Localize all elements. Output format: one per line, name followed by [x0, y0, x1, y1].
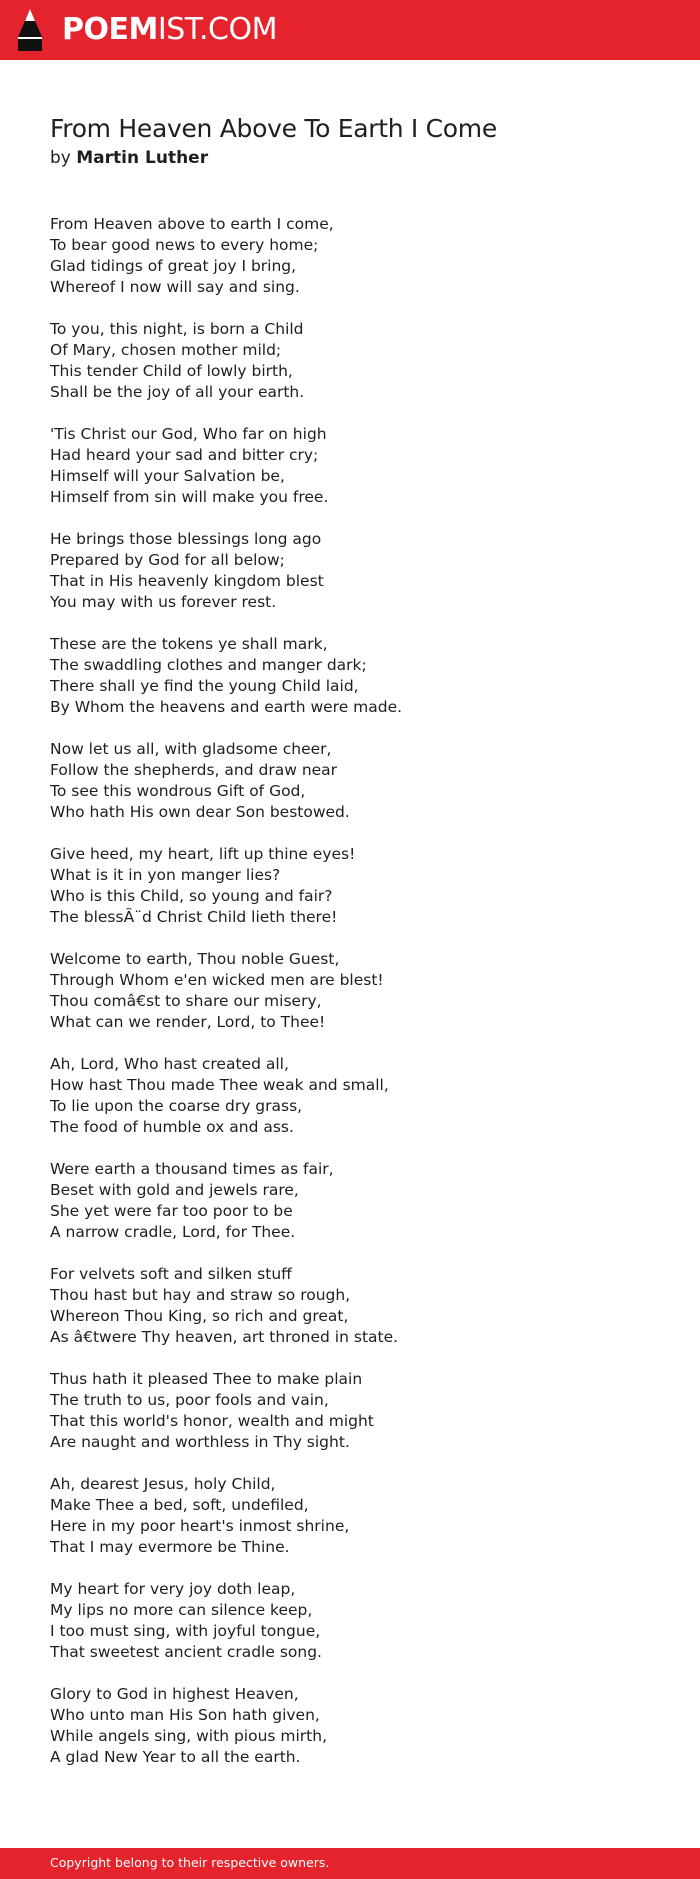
poem-line: I too must sing, with joyful tongue,: [50, 1622, 321, 1640]
poem-line: For velvets soft and silken stuff: [50, 1265, 292, 1283]
stanza: [50, 529, 670, 613]
poem-line: To bear good news to every home;: [50, 236, 319, 254]
poem-line: This tender Child of lowly birth,: [50, 362, 293, 380]
poem-content: [50, 112, 670, 1789]
poem-line: Prepared by God for all below;: [50, 551, 285, 569]
stanza: [50, 214, 670, 298]
poem-line: Of Mary, chosen mother mild;: [50, 341, 282, 359]
poem-line: To see this wondrous Gift of God,: [50, 782, 306, 800]
poem-line: My heart for very joy doth leap,: [50, 1580, 296, 1598]
poem-line: Were earth a thousand times as fair,: [50, 1160, 334, 1178]
poem-line: That I may evermore be Thine.: [50, 1538, 290, 1556]
poem-line: 'Tis Christ our God, Who far on high: [50, 425, 327, 443]
poem-line: How hast Thou made Thee weak and small,: [50, 1076, 389, 1094]
poem-line: You may with us forever rest.: [50, 593, 277, 611]
poem-line: Had heard your sad and bitter cry;: [50, 446, 319, 464]
poem-line: A glad New Year to all the earth.: [50, 1748, 301, 1766]
stanza: [50, 844, 670, 928]
stanza: [50, 949, 670, 1033]
poem-line: That this world's honor, wealth and might: [50, 1412, 374, 1430]
poem-line: Welcome to earth, Thou noble Guest,: [50, 950, 340, 968]
poem-line: That in His heavenly kingdom blest: [50, 572, 324, 590]
by-label: by: [50, 148, 71, 168]
poem-line: Ah, dearest Jesus, holy Child,: [50, 1475, 276, 1493]
pencil-icon[interactable]: [18, 9, 42, 51]
poem-line: That sweetest ancient cradle song.: [50, 1643, 322, 1661]
stanza: [50, 1579, 670, 1663]
poem-line: Are naught and worthless in Thy sight.: [50, 1433, 350, 1451]
stanza: [50, 1474, 670, 1558]
poem-line: To you, this night, is born a Child: [50, 320, 304, 338]
poem-line: As â€twere Thy heaven, art throned in state.: [50, 1328, 399, 1346]
poem-line: Himself will your Salvation be,: [50, 467, 285, 485]
poem-line: Ah, Lord, Who hast created all,: [50, 1055, 289, 1073]
poem-line: What can we render, Lord, to Thee!: [50, 1013, 326, 1031]
poem-line: My lips no more can silence keep,: [50, 1601, 313, 1619]
stanza: [50, 1369, 670, 1453]
byline: [50, 146, 670, 170]
stanza: [50, 634, 670, 718]
poem-title: From Heaven Above To Earth I Come: [50, 114, 497, 143]
poem-line: Beset with gold and jewels rare,: [50, 1181, 299, 1199]
stanza: [50, 1264, 670, 1348]
poem-line: Through Whom e'en wicked men are blest!: [50, 971, 384, 989]
site-header: [0, 0, 700, 60]
stanza: [50, 1684, 670, 1768]
poem-line: The blessÃ¨d Christ Child lieth there!: [50, 908, 338, 926]
poem-line: To lie upon the coarse dry grass,: [50, 1097, 303, 1115]
poem-line: Glory to God in highest Heaven,: [50, 1685, 299, 1703]
poem-line: Who is this Child, so young and fair?: [50, 887, 333, 905]
poem-line: A narrow cradle, Lord, for Thee.: [50, 1223, 296, 1241]
poem-line: Whereon Thou King, so rich and great,: [50, 1307, 349, 1325]
poem-line: These are the tokens ye shall mark,: [50, 635, 328, 653]
poem-line: The food of humble ox and ass.: [50, 1118, 294, 1136]
poem-line: From Heaven above to earth I come,: [50, 215, 334, 233]
poem-body: [50, 214, 670, 1768]
logo-bold-text: POEM: [62, 12, 158, 47]
poem-line: Who unto man His Son hath given,: [50, 1706, 320, 1724]
copyright-text: Copyright belong to their respective owners.: [50, 1855, 330, 1870]
poem-line: Here in my poor heart's inmost shrine,: [50, 1517, 350, 1535]
poem-line: She yet were far too poor to be: [50, 1202, 293, 1220]
stanza: [50, 1054, 670, 1138]
poem-line: Thus hath it pleased Thee to make plain: [50, 1370, 363, 1388]
site-footer: [0, 1848, 700, 1879]
poem-line: Glad tidings of great joy I bring,: [50, 257, 297, 275]
poem-line: Make Thee a bed, soft, undefiled,: [50, 1496, 309, 1514]
poem-line: By Whom the heavens and earth were made.: [50, 698, 403, 716]
poem-line: There shall ye find the young Child laid,: [50, 677, 359, 695]
logo-light-text: IST.COM: [157, 12, 277, 47]
poem-line: Shall be the joy of all your earth.: [50, 383, 305, 401]
poem-line: Thou hast but hay and straw so rough,: [50, 1286, 351, 1304]
stanza: [50, 319, 670, 403]
poem-line: The truth to us, poor fools and vain,: [50, 1391, 329, 1409]
poem-line: Give heed, my heart, lift up thine eyes!: [50, 845, 356, 863]
stanza: [50, 739, 670, 823]
site-logo[interactable]: [62, 12, 277, 48]
poem-line: He brings those blessings long ago: [50, 530, 322, 548]
poem-line: What is it in yon manger lies?: [50, 866, 281, 884]
poem-line: The swaddling clothes and manger dark;: [50, 656, 367, 674]
poem-line: Whereof I now will say and sing.: [50, 278, 300, 296]
stanza: [50, 424, 670, 508]
poem-line: Who hath His own dear Son bestowed.: [50, 803, 350, 821]
poem-line: While angels sing, with pious mirth,: [50, 1727, 328, 1745]
author-name: Martin Luther: [76, 148, 209, 168]
poem-line: Follow the shepherds, and draw near: [50, 761, 338, 779]
poem-line: Now let us all, with gladsome cheer,: [50, 740, 332, 758]
poem-line: Thou comâ€st to share our misery,: [50, 992, 322, 1010]
poem-line: Himself from sin will make you free.: [50, 488, 329, 506]
stanza: [50, 1159, 670, 1243]
